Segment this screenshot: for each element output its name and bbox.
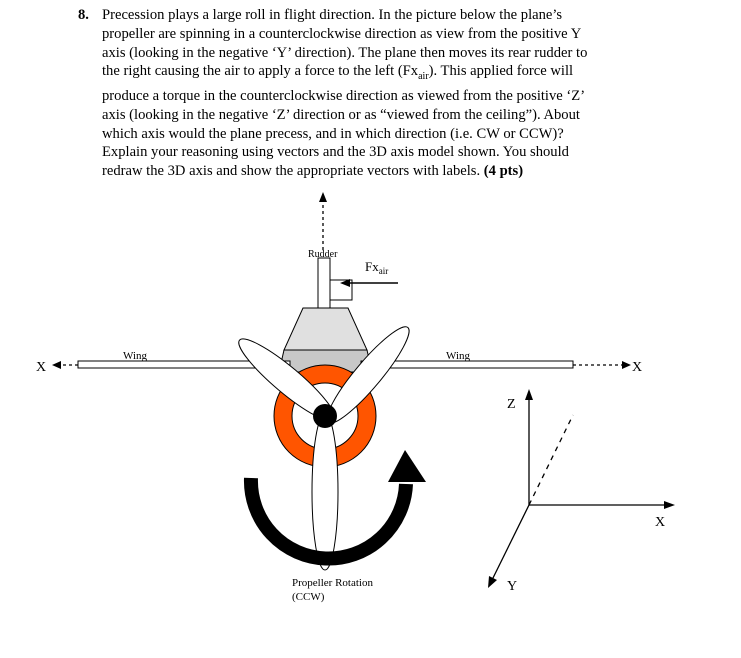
x-left-label: X	[36, 360, 47, 375]
question-line: propeller are spinning in a counterclockwise direction as view from the positive Y	[102, 25, 582, 42]
question-line: which axis would the plane precess, and in which direction (i.e. CW or CCW)?	[102, 125, 564, 142]
question-line: Explain your reasoning using vectors and the 3D axis model shown. You should	[102, 144, 569, 161]
x-right-arrow-head	[622, 361, 631, 369]
question-line: axis (looking in the negative ‘Z’ direction or as “viewed from the ceiling”). About	[102, 106, 580, 123]
question-line: Precession plays a large roll in flight direction. In the picture below the plane’s	[102, 7, 563, 23]
x-right-label: X	[632, 360, 643, 375]
axis3d-z-arrow-head	[525, 389, 533, 400]
axis3d-y	[492, 505, 529, 580]
rudder-label: Rudder	[308, 249, 338, 260]
propeller-caption-line2: (CCW)	[292, 591, 325, 603]
up-arrow-head	[319, 192, 327, 202]
points-label: (4 pts)	[483, 163, 524, 180]
wing-left-label: Wing	[123, 350, 147, 362]
axis3d-z-label: Z	[507, 397, 516, 412]
axis3d-x-arrow-head	[664, 501, 675, 509]
rudder	[318, 258, 330, 310]
force-label	[365, 259, 388, 276]
axis3d-neg-y-dashed	[529, 415, 573, 505]
axis3d-y-arrow-head	[488, 576, 497, 588]
question-line-part: redraw the 3D axis and show the appropriate vectors with labels.	[102, 163, 484, 180]
question-subscript: air	[418, 71, 429, 83]
wing-right-label: Wing	[446, 350, 470, 362]
question-line-part: the right causing the air to apply a force to the left (Fx	[102, 63, 419, 80]
x-left-arrow-head	[52, 361, 61, 369]
propeller-caption-line1: Propeller Rotation	[292, 577, 373, 589]
axis3d-x-label: X	[655, 515, 666, 530]
question-line: axis (looking in the negative ‘Y’ direction). The plane then moves its rear rudder to	[102, 44, 588, 61]
axis3d-y-label: Y	[507, 579, 518, 594]
force-label-sub: air	[378, 266, 389, 276]
question-line: produce a torque in the counterclockwise direction as viewed from the positive ‘Z’	[102, 88, 586, 105]
rotation-arrow-head	[388, 450, 426, 482]
question-number: 8.	[78, 7, 89, 23]
force-label-main: Fx	[365, 259, 379, 274]
propeller-blade-bottom	[312, 414, 338, 570]
question-line-part: ). This applied force will	[428, 63, 574, 80]
fuselage-top	[284, 308, 367, 350]
propeller-hub	[313, 404, 337, 428]
